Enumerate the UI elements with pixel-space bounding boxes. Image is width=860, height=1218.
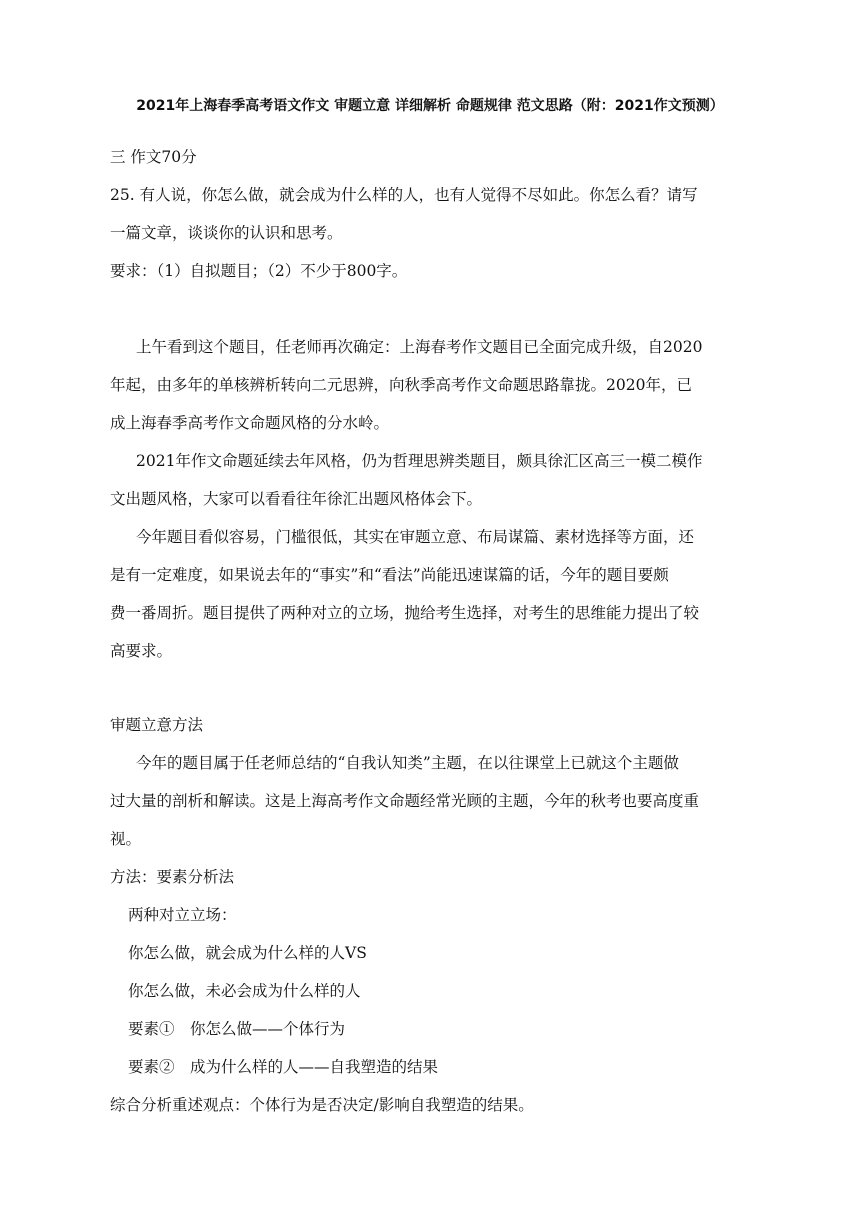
paragraph-line: 视。 <box>110 830 142 848</box>
paragraph-line: 是有一定难度，如果说去年的“事实”和“看法”尚能迅速谋篇的话，今年的题目要颇 <box>110 566 669 584</box>
paragraph-line: 2021年作文命题延续去年风格，仍为哲理思辨类题目，颇具徐汇区高三一模二模作 <box>136 452 703 470</box>
paragraph-line: 上午看到这个题目，任老师再次确定：上海春考作文题目已全面完成升级，自2020 <box>136 338 703 356</box>
method-line: 方法：要素分析法 <box>110 868 235 886</box>
paragraph-line: 文出题风格，大家可以看看往年徐汇出题风格体会下。 <box>110 490 483 508</box>
stance-line: 你怎么做，就会成为什么样的人VS <box>128 944 367 962</box>
element-line: 要素① 你怎么做——个体行为 <box>128 1020 346 1038</box>
subsection-heading: 审题立意方法 <box>110 716 204 734</box>
section-heading: 三 作文70分 <box>110 148 197 166</box>
question-text-line: 一篇文章，谈谈你的认识和思考。 <box>110 224 343 242</box>
element-line: 要素② 成为什么样的人——自我塑造的结果 <box>128 1058 439 1076</box>
stance-heading: 两种对立立场： <box>128 906 237 924</box>
stance-line: 你怎么做，未必会成为什么样的人 <box>128 982 361 1000</box>
paragraph-line: 过大量的剖析和解读。这是上海高考作文命题经常光顾的主题，今年的秋考也要高度重 <box>110 792 700 810</box>
question-text-line: 25. 有人说，你怎么做，就会成为什么样的人，也有人觉得不尽如此。你怎么看？请写 <box>110 186 698 204</box>
paragraph-line: 费一番周折。题目提供了两种对立的立场，抛给考生选择，对考生的思维能力提出了较 <box>110 604 700 622</box>
paragraph-line: 今年的题目属于任老师总结的“自我认知类”主题，在以往课堂上已就这个主题做 <box>136 754 679 772</box>
paragraph-line: 年起，由多年的单核辨析转向二元思辨，向秋季高考作文命题思路靠拢。2020年，已 <box>110 376 692 394</box>
document-title: 2021年上海春季高考语文作文 审题立意 详细解析 命题规律 范文思路（附：2021作文预测） <box>136 98 724 114</box>
paragraph-line: 今年题目看似容易，门槛很低，其实在审题立意、布局谋篇、素材选择等方面，还 <box>136 528 695 546</box>
paragraph-line: 高要求。 <box>110 642 173 660</box>
paragraph-line: 成上海春季高考作文命题风格的分水岭。 <box>110 414 390 432</box>
requirements-line: 要求：（1）自拟题目；（2）不少于800字。 <box>110 262 408 280</box>
summary-line: 综合分析重述观点：个体行为是否决定/影响自我塑造的结果。 <box>110 1096 534 1114</box>
